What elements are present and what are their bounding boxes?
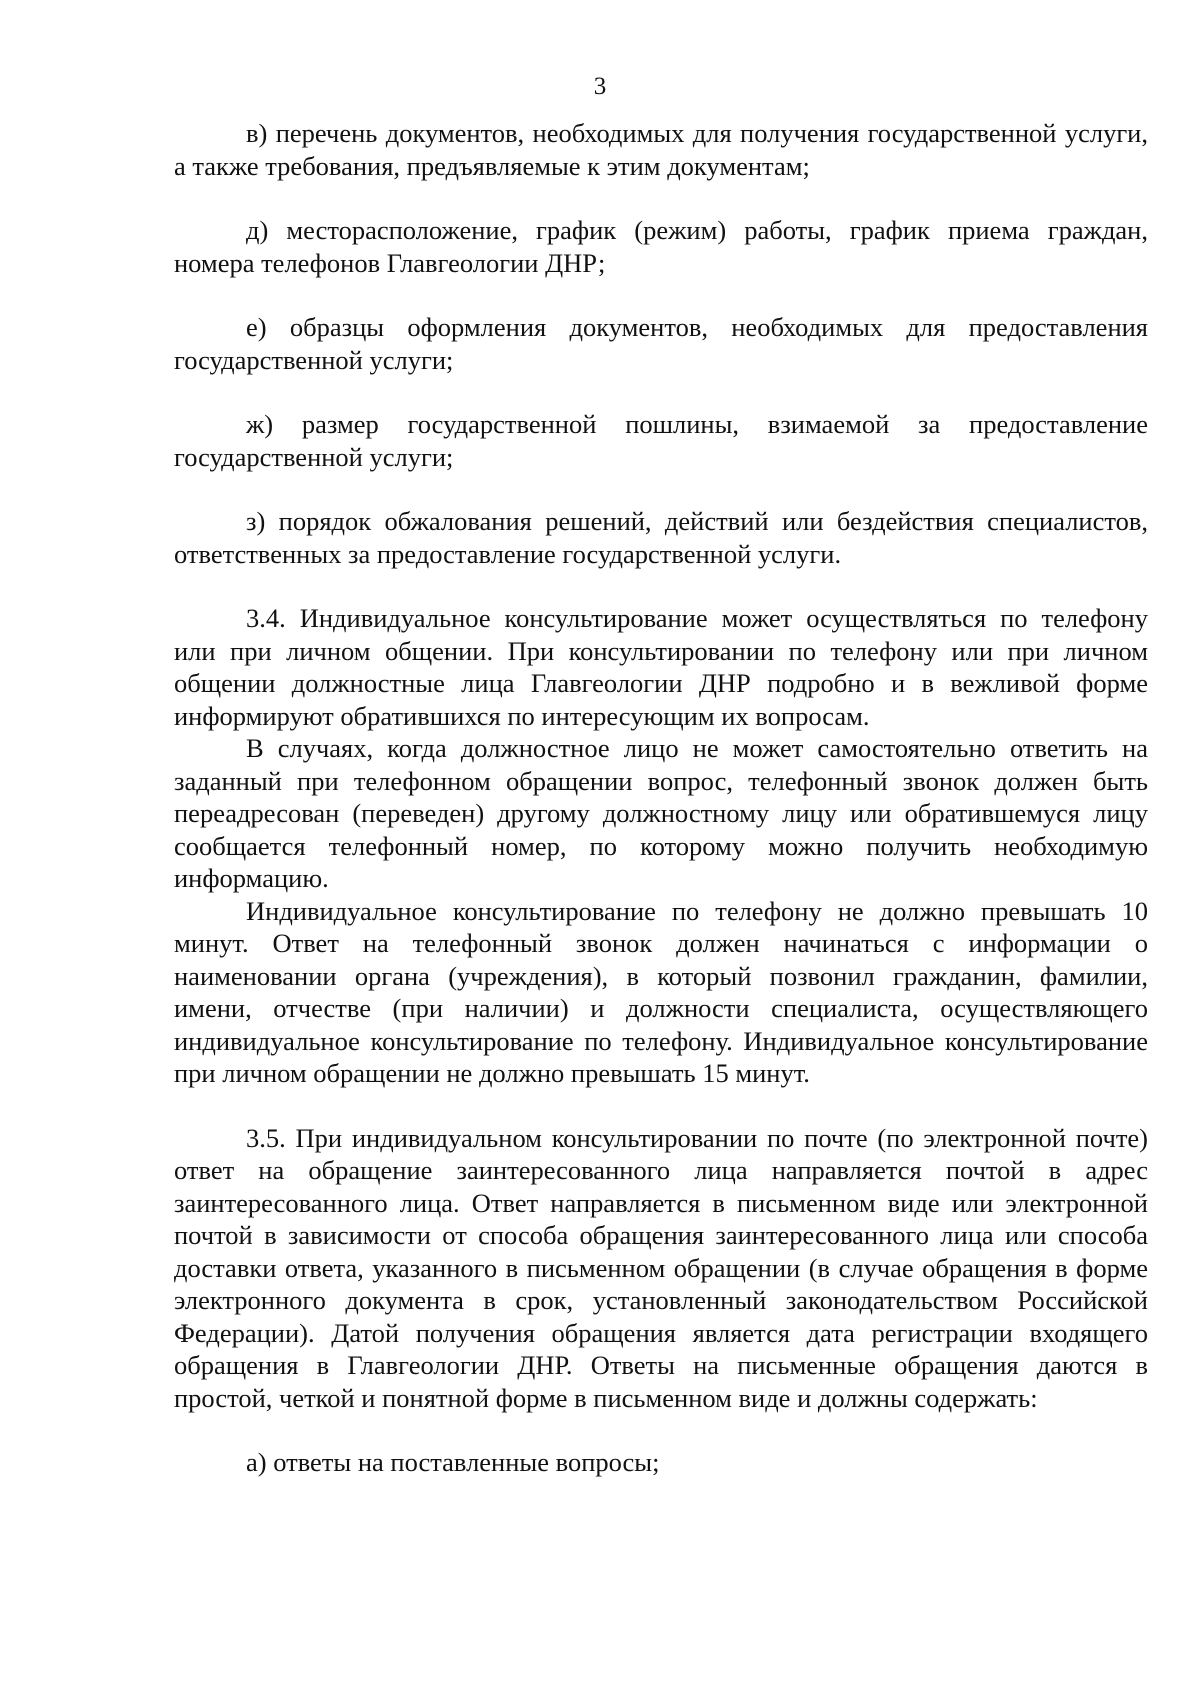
document-body xyxy=(174,117,1148,1479)
list-item-z: з) порядок обжалования решений, действий или бездействия специалистов, ответственных за предоставление государственной услуги. xyxy=(174,506,1148,569)
list-item-d: д) месторасположение, график (режим) работы, график приема граждан, номера телефонов Главгеологии ДНР; xyxy=(174,215,1148,278)
clause-3-4-duration: Индивидуальное консультирование по телефону не должно превышать 10 минут. Ответ на телефонный звонок должен начинаться с информации о наименовании органа (учреждения), в который позвонил гражданин, фамилии, имени, отчестве (при наличии) и должности специалиста, осуществляющего индивидуальное консультирование по телефону. Индивидуальное консультирование при личном обращении не должно превышать 15 минут. xyxy=(174,895,1148,1088)
clause-3-4-redirect: В случаях, когда должностное лицо не может самостоятельно ответить на заданный при телефонном обращении вопрос, телефонный звонок должен быть переадресован (переведен) другому должностному лицу или обратившемуся лицу сообщается телефонный номер, по которому можно получить необходимую информацию. xyxy=(174,733,1148,893)
clause-3-4: 3.4. Индивидуальное консультирование может осуществляться по телефону или при личном общении. При консультировании по телефону или при личном общении должностные лица Главгеологии ДНР подробно и в вежливой форме информируют обратившихся по интересующим их вопросам. xyxy=(174,603,1148,731)
list-item-a: а) ответы на поставленные вопросы; xyxy=(246,1447,660,1477)
list-item-zh: ж) размер государственной пошлины, взимаемой за предоставление государственной услуги; xyxy=(174,409,1148,472)
list-item-e: е) образцы оформления документов, необходимых для предоставления государственной услуги; xyxy=(174,312,1148,375)
list-item-v: в) перечень документов, необходимых для получения государственной услуги, а также требования, предъявляемые к этим документам; xyxy=(174,118,1148,181)
clause-3-5: 3.5. При индивидуальном консультировании по почте (по электронной почте) ответ на обращение заинтересованного лица направляется почтой в адрес заинтересованного лица. Ответ направляется в письменном виде или электронной почтой в зависимости от способа обращения заинтересованного лица или способа доставки ответа, указанного в письменном обращении (в случае обращения в форме электронного документа в срок, установленный законодательством Российской Федерации). Датой получения обращения является дата регистрации входящего обращения в Главгеологии ДНР. Ответы на письменные обращения даются в простой, четкой и понятной форме в письменном виде и должны содержать: xyxy=(174,1122,1148,1413)
page-number: 3 xyxy=(593,73,607,100)
